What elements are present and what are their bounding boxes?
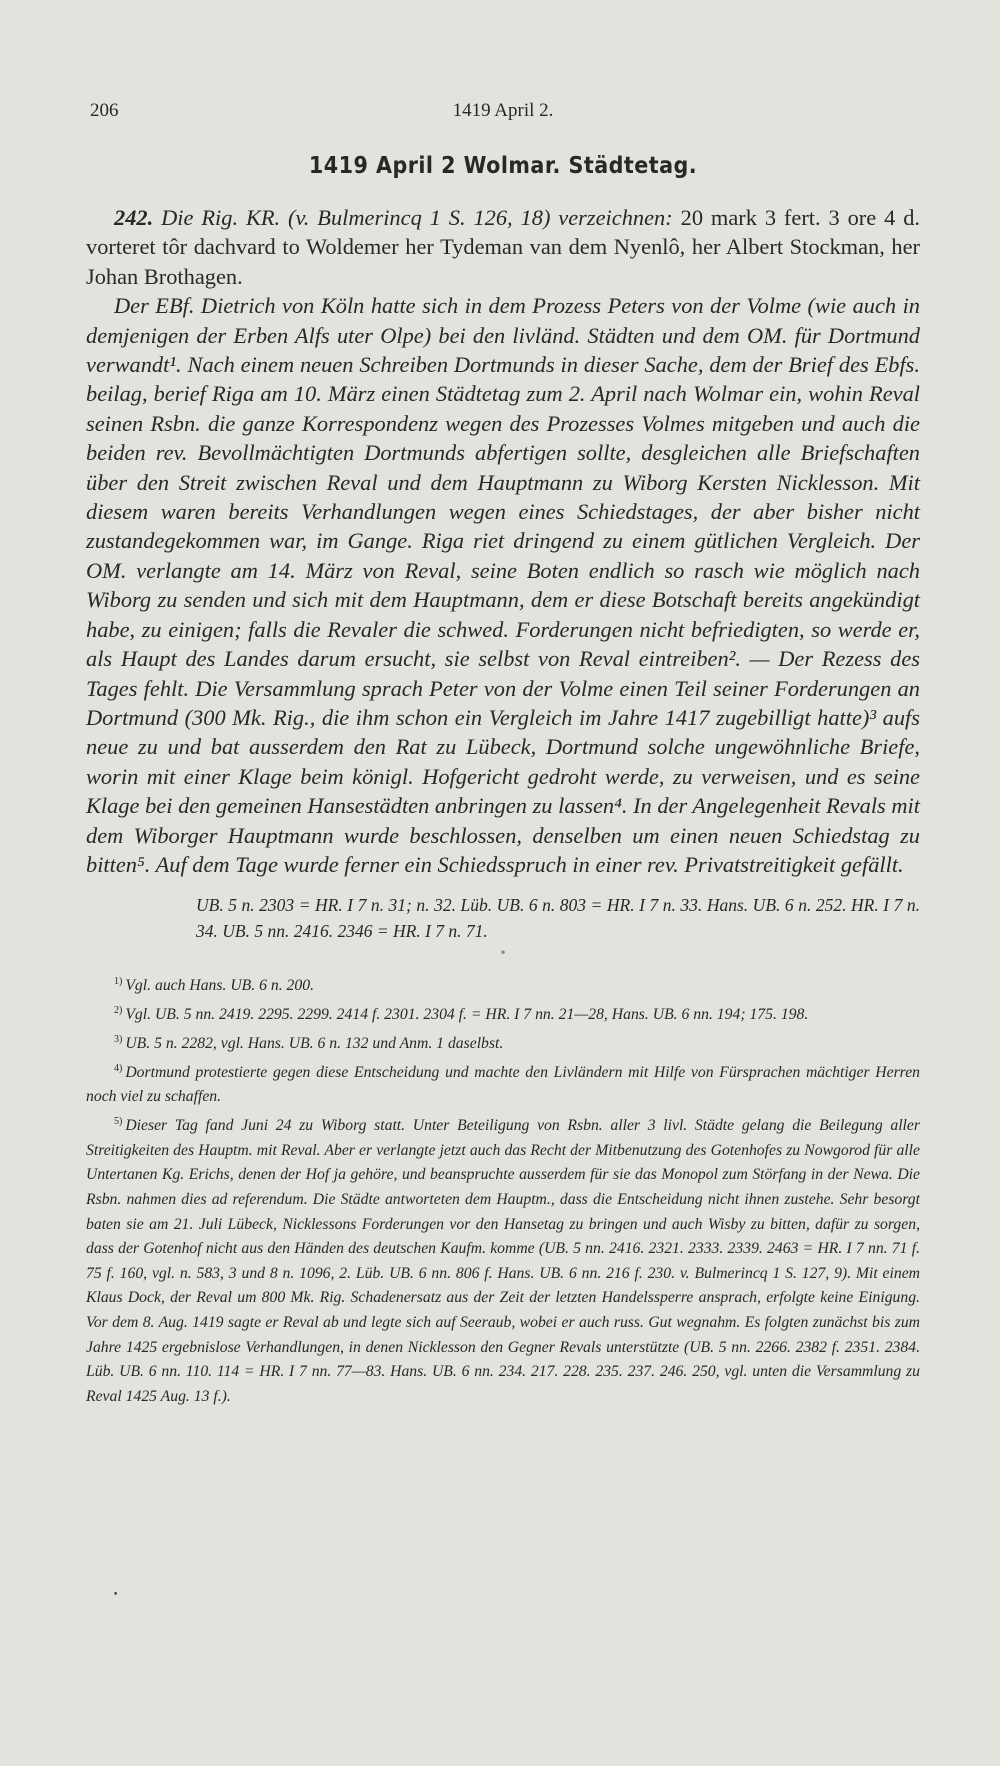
footnote [86,1110,920,1409]
footnote-text: Vgl. auch Hans. UB. 6 n. 200. [125,977,315,995]
separator-mark: • [499,946,507,961]
footnote-number: 5) [114,1116,123,1128]
running-head [86,100,920,130]
footnote-number: 2) [114,1004,123,1016]
footnote-number: 4) [114,1062,123,1074]
entry-number: 242. [114,205,154,230]
entry-intro [86,203,920,291]
stray-mark: • [113,1590,119,1600]
footnote-number: 3) [114,1033,123,1045]
footnote [86,1057,920,1110]
entry-record-text: 20 mark 3 fert. 3 ore 4 d. vorteret tôr dachvard to Woldemer her Tydeman van dem Nyenlô, her Albert Stockman, her Johan Brothagen. [86,205,921,289]
entry-references: UB. 5 n. 2303 = HR. I 7 n. 31; n. 32. Lüb. UB. 6 n. 803 = HR. I 7 n. 33. Hans. UB. 6 n. 252. HR. I 7 n. 34. UB. 5 nn. 2416. 2346 = HR. I 7 n. 71. [196,895,920,941]
footnote [86,970,920,999]
footnote-text: Dieser Tag fand Juni 24 zu Wiborg statt. Unter Beteiligung von Rsbn. aller 3 livl. Städte gelang die Beilegung aller Streitigkeiten des Hauptm. mit Reval. Aber er verlangte jetzt auch das Recht der Mitbenutzung des Gotenhofes zu Nowgorod für alle Untertanen Kg. Erichs, denen der Hof ja gehöre, und beanspruchte ausserdem für sie das Monopol zum Störfang in der Newa. Die Rsbn. nahmen dies ad referendum. Die Städte antworteten dem Hauptm., dass die Entscheidung nicht ihnen zustehe. Sehr besorgt baten sie am 21. Juli Lübeck, Nicklessons Forderungen vor den Hansetag zu bringen und auch Wisby zu bitten, dafür zu sorgen, dass der Gotenhof nicht aus den Händen des deutschen Kaufm. komme (UB. 5 nn. 2416. 2321. 2333. 2339. 2463 = HR. I 7 nn. 71 f. 75 f. 160, vgl. n. 583, 3 und 8 n. 1096, 2. Lüb. UB. 6 nn. 806 f. Hans. UB. 6 nn. 216 f. 230. v. Bulmerincq 1 S. 127, 9). Mit einem Klaus Dock, der Reval um 800 Mk. Rig. Schadenersatz aus der Zeit der letzten Handelssperre ansprach, erfolgte keine Einigung. Vor dem 8. Aug. 1419 sagte er Reval ab und legte sich auf Seeraub, wobei er auch russ. Gut wegnahm. Es folgten zunächst bis zum Jahre 1425 ergebnislose Verhandlungen, in denen Nicklesson den Gegner Revals unterstützte (UB. 5 nn. 2266. 2382 f. 2351. 2384. Lüb. UB. 6 nn. 110. 114 = HR. I 7 nn. 77—83. Hans. UB. 6 nn. 234. 217. 228. 235. 237. 246. 250, vgl. unten die Versammlung zu Reval 1425 Aug. 13 f.). [86,1117,920,1405]
entry-body: Der EBf. Dietrich von Köln hatte sich in dem Prozess Peters von der Volme (wie auch in demjenigen der Erben Alfs uter Olpe) bei den livländ. Städten und dem OM. für Dortmund verwandt¹. Nach einem neuen Schreiben Dortmunds in dieser Sache, dem der Brief des Ebfs. beilag, berief Riga am 10. März einen Städtetag zum 2. April nach Wolmar ein, wohin Reval seinen Rsbn. die ganze Korrespondenz wegen des Prozesses Volmes mitgeben und auch die beiden rev. Bevollmächtigten Dortmunds abfertigen sollte, desgleichen alle Briefschaften über den Streit zwischen Reval und dem Hauptmann zu Wiborg Kersten Nicklesson. Mit diesem waren bereits Verhandlungen wegen eines Schiedstages, der aber bisher nicht zustandegekommen war, im Gange. Riga riet dringend zu einem gütlichen Vergleich. Der OM. verlangte am 14. März von Reval, seine Boten endlich so rasch wie möglich nach Wiborg zu senden und sich mit dem Hauptmann, dem er diese Botschaft bereits angekündigt habe, zu einigen; falls die Revaler die schwed. Forderungen nicht befriedigten, so werde er, als Haupt des Landes darum ersucht, sie selbst von Reval eintreiben². — Der Rezess des Tages fehlt. Die Versammlung sprach Peter von der Volme einen Teil seiner Forderungen an Dortmund (300 Mk. Rig., die ihm schon ein Vergleich im Jahre 1417 zugebilligt hatte)³ aufs neue zu und bat ausserdem den Rat zu Lübeck, Dortmund solche ungewöhnliche Briefe, worin mit einer Klage beim königl. Hofgericht gedroht werde, zu verweisen, und es seine Klage bei den gemeinen Hansestädten anbringen zu lassen⁴. In der Angelegenheit Revals mit dem Wiborger Hauptmann wurde beschlossen, denselben um einen neuen Schiedstag zu bitten⁵. Auf dem Tage wurde ferner ein Schiedsspruch in einer rev. Privatstreitigkeit gefällt. [86,293,920,877]
page-number: 206 [90,100,119,121]
footnote-number: 1) [114,976,123,988]
footnote-text: Dortmund protestierte gegen diese Entscheidung und machte den Livländern mit Hilfe von Fürsprachen mächtiger Herren noch viel zu schaffen. [86,1063,920,1106]
footnote-text: Vgl. UB. 5 nn. 2419. 2295. 2299. 2414 f. 2301. 2304 f. = HR. I 7 nn. 21—28, Hans. UB. 6 nn. 194; 175. 198. [125,1006,809,1024]
entry-source: Die Rig. KR. (v. Bulmerincq 1 S. 126, 18) verzeichnen: [161,205,673,230]
footnotes [86,970,920,1409]
footnote-text: UB. 5 n. 2282, vgl. Hans. UB. 6 n. 132 und Anm. 1 daselbst. [125,1035,504,1053]
footnote [86,999,920,1028]
running-title: 1419 April 2. [452,100,554,121]
document-title: 1419 April 2 Wolmar. Städtetag. [308,153,698,179]
footnote [86,1028,920,1057]
